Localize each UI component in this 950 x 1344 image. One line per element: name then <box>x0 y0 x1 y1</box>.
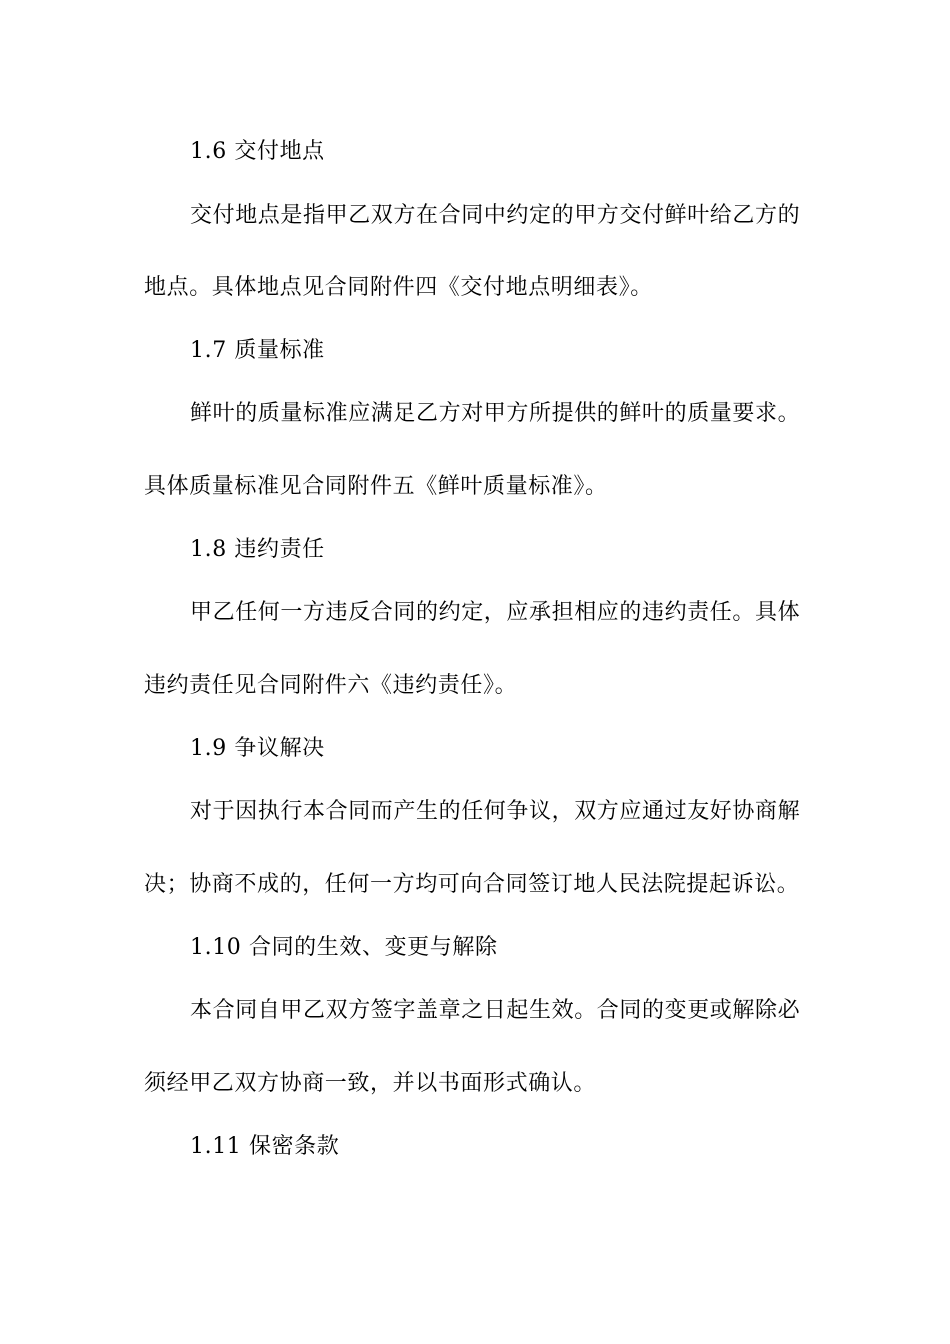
paragraph-line: 鲜叶的质量标准应满足乙方对甲方所提供的鲜叶的质量要求。 <box>190 401 801 426</box>
section-heading-1-9: 1.9 争议解决 <box>190 736 325 761</box>
section-heading-1-6: 1.6 交付地点 <box>190 139 325 164</box>
paragraph-line: 地点。具体地点见合同附件四《交付地点明细表》。 <box>144 275 653 300</box>
paragraph-line: 对于因执行本合同而产生的任何争议，双方应通过友好协商解 <box>190 799 801 824</box>
paragraph-line: 决；协商不成的，任何一方均可向合同签订地人民法院提起诉讼。 <box>144 872 800 897</box>
paragraph-line: 具体质量标准见合同附件五《鲜叶质量标准》。 <box>144 474 608 499</box>
paragraph-line: 违约责任见合同附件六《违约责任》。 <box>144 673 518 698</box>
paragraph-line: 甲乙任何一方违反合同的约定，应承担相应的违约责任。具体 <box>190 600 801 625</box>
paragraph-line: 本合同自甲乙双方签字盖章之日起生效。合同的变更或解除必 <box>190 998 801 1023</box>
section-heading-1-11: 1.11 保密条款 <box>190 1134 340 1159</box>
section-heading-1-10: 1.10 合同的生效、变更与解除 <box>190 935 498 960</box>
section-heading-1-7: 1.7 质量标准 <box>190 338 325 363</box>
paragraph-line: 须经甲乙双方协商一致，并以书面形式确认。 <box>144 1071 597 1096</box>
paragraph-line: 交付地点是指甲乙双方在合同中约定的甲方交付鲜叶给乙方的 <box>190 203 801 228</box>
section-heading-1-8: 1.8 违约责任 <box>190 537 325 562</box>
